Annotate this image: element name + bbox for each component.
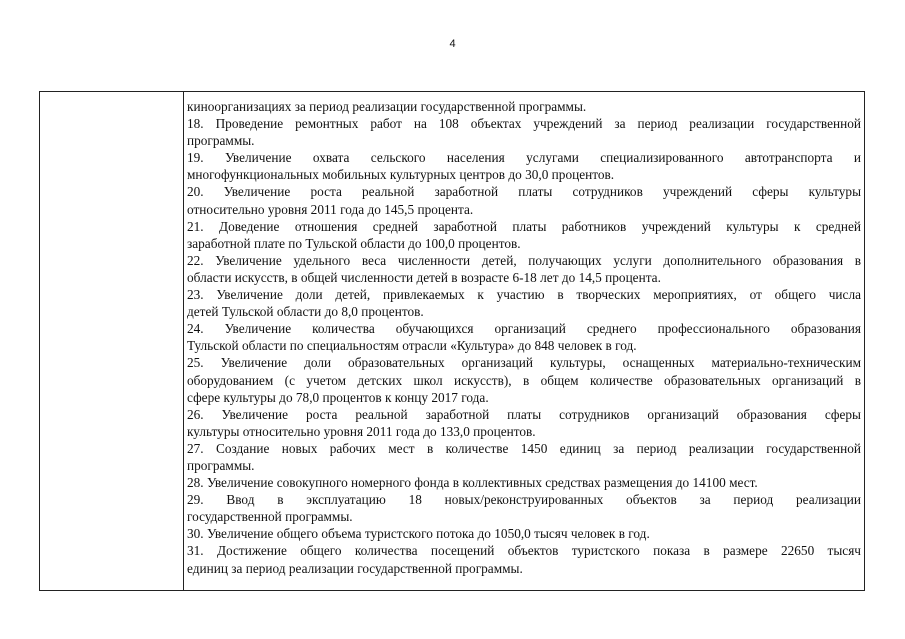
text-line: оборудованием (с учетом детских школ искусств), в общем количестве образовательных организаций в: [187, 372, 861, 388]
text-line: 27. Создание новых рабочих мест в количестве 1450 единиц за период реализации государственной: [187, 440, 861, 456]
text-line: единиц за период реализации государственной программы.: [187, 560, 523, 576]
text-line: 24. Увеличение количества обучающихся организаций среднего профессионального образования: [187, 321, 861, 337]
text-line: 29. Ввод в эксплуатацию 18 новых/реконструированных объектов за период реализации: [187, 492, 861, 508]
text-line: 22. Увеличение удельного веса численности детей, получающих услуги дополнительного образования в: [187, 252, 861, 268]
text-line: области искусств, в общей численности детей в возрасте 6-18 лет до 14,5 процента.: [187, 269, 661, 285]
table-left-cell: [40, 92, 184, 590]
text-line: культуры относительно уровня 2011 года до 133,0 процентов.: [187, 423, 536, 439]
text-line: относительно уровня 2011 года до 145,5 процента.: [187, 201, 474, 217]
text-line: 31. Достижение общего количества посещений объектов туристского показа в размере 22650 тысяч: [187, 543, 861, 559]
text-line: заработной плате по Тульской области до 100,0 процентов.: [187, 235, 521, 251]
text-line: Тульской области по специальностям отрасли «Культура» до 848 человек в год.: [187, 338, 637, 354]
text-line: многофункциональных мобильных культурных центров до 30,0 процентов.: [187, 167, 615, 183]
text-line: 23. Увеличение доли детей, привлекаемых к участию в творческих мероприятиях, от общего числа: [187, 287, 861, 303]
document-table: [39, 91, 865, 591]
text-line: киноорганизациях за период реализации государственной программы.: [187, 99, 587, 114]
text-line: 18. Проведение ремонтных работ на 108 объектах учреждений за период реализации государственной: [187, 116, 861, 132]
text-line: 30. Увеличение общего объема туристского потока до 1050,0 тысяч человек в год.: [187, 526, 650, 542]
text-line: 19. Увеличение охвата сельского населения услугами специализированного автотранспорта и: [187, 150, 861, 166]
table-right-cell: [184, 92, 864, 590]
text-line: 28. Увеличение совокупного номерного фонда в коллективных средствах размещения до 14100 мест.: [187, 475, 758, 491]
text-line: сфере культуры до 78,0 процентов к концу 2017 года.: [187, 389, 489, 405]
text-line: детей Тульской области до 8,0 процентов.: [187, 304, 424, 320]
text-line: 25. Увеличение доли образовательных организаций культуры, оснащенных материально-техническим: [187, 355, 861, 371]
text-line: программы.: [187, 133, 255, 149]
text-line: 20. Увеличение роста реальной заработной платы сотрудников учреждений сферы культуры: [187, 184, 861, 200]
text-line: программы.: [187, 457, 255, 473]
indicators-text: [187, 98, 861, 577]
text-line: государственной программы.: [187, 509, 353, 525]
text-line: 26. Увеличение роста реальной заработной платы сотрудников организаций образования сферы: [187, 406, 861, 422]
text-line: 21. Доведение отношения средней заработной платы работников учреждений культуры к средней: [187, 218, 861, 234]
page-number: 4: [449, 38, 456, 50]
